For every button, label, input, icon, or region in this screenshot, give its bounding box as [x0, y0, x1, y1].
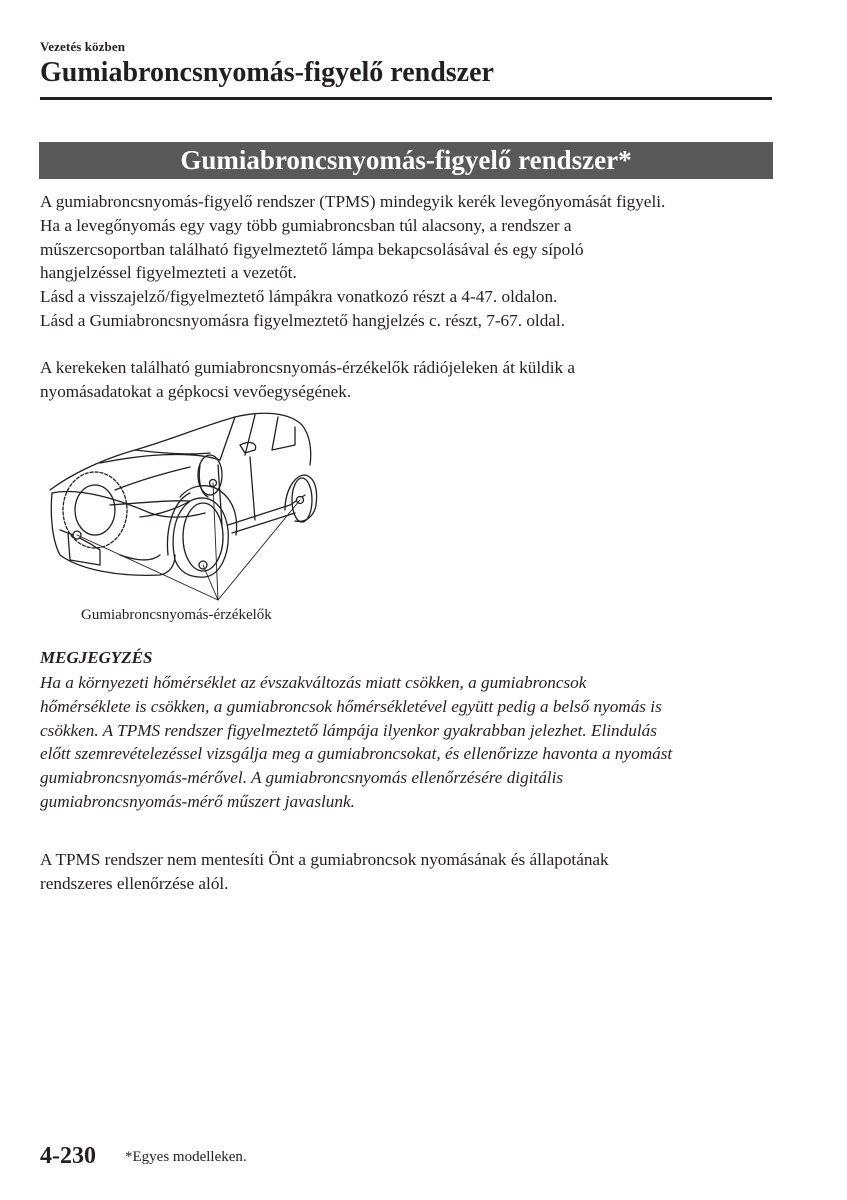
sensor-paragraph [40, 356, 780, 404]
section-label: Vezetés közben [40, 39, 126, 54]
note-line: előtt szemrevételezéssel vizsgálja meg a gumiabroncsokat, és ellenőrizze havonta a nyomást [40, 744, 673, 764]
cross-reference-line: Lásd a visszajelző/figyelmeztető lámpákra vonatkozó részt a 4-47. oldalon. [40, 287, 558, 307]
cross-reference-line: Lásd a Gumiabroncsnyomásra figyelmeztető hangjelzés c. részt, 7-67. oldal. [40, 310, 565, 330]
note-line: gumiabroncsnyomás-mérővel. A gumiabroncsnyomás ellenőrzésére digitális [40, 768, 564, 788]
note-heading: MEGJEGYZÉS [40, 648, 153, 667]
text-line: rendszeres ellenőrzése alól. [40, 873, 229, 893]
intro-paragraph [40, 190, 780, 333]
text-line: nyomásadatokat a gépkocsi vevőegységének. [40, 381, 352, 401]
note-line: Ha a környezeti hőmérséklet az évszakváltozás miatt csökken, a gumiabroncsok [40, 673, 587, 692]
note-line: gumiabroncsnyomás-mérő műszert javaslunk. [40, 791, 355, 811]
note-line: hőmérséklete is csökken, a gumiabroncsok hőmérsékletével együtt pedig a belső nyomás is [40, 696, 662, 716]
text-line: A TPMS rendszer nem mentesíti Önt a gumiabroncsok nyomásának és állapotának [40, 850, 609, 869]
section-title-bar: Gumiabroncsnyomás-figyelő rendszer* [39, 142, 773, 179]
text-line: Ha a levegőnyomás egy vagy több gumiabroncsban túl alacsony, a rendszer a [40, 215, 572, 235]
note-text [40, 671, 672, 814]
footnote: *Egyes modelleken. [125, 1149, 247, 1165]
text-line: hangjelzéssel figyelmezteti a vezetőt. [40, 263, 297, 283]
note-line: csökken. A TPMS rendszer figyelmeztető lámpája ilyenkor gyakrabban jelezhet. Elindulás [40, 720, 657, 740]
text-line: műszercsoportban található figyelmeztető lámpa bekapcsolásával és egy sípoló [40, 239, 584, 259]
text-line: A kerekeken található gumiabroncsnyomás-érzékelők rádiójeleken át küldik a [40, 358, 575, 377]
figure-caption: Gumiabroncsnyomás-érzékelők [81, 607, 272, 623]
page-number: 4-230 [40, 1143, 96, 1169]
page-title: Gumiabroncsnyomás-figyelő rendszer [40, 57, 494, 88]
responsibility-paragraph [40, 848, 780, 896]
car-sensor-illustration [40, 405, 340, 605]
title-rule [40, 97, 772, 100]
text-line: A gumiabroncsnyomás-figyelő rendszer (TPMS) mindegyik kerék levegőnyomását figyeli. [40, 192, 666, 211]
